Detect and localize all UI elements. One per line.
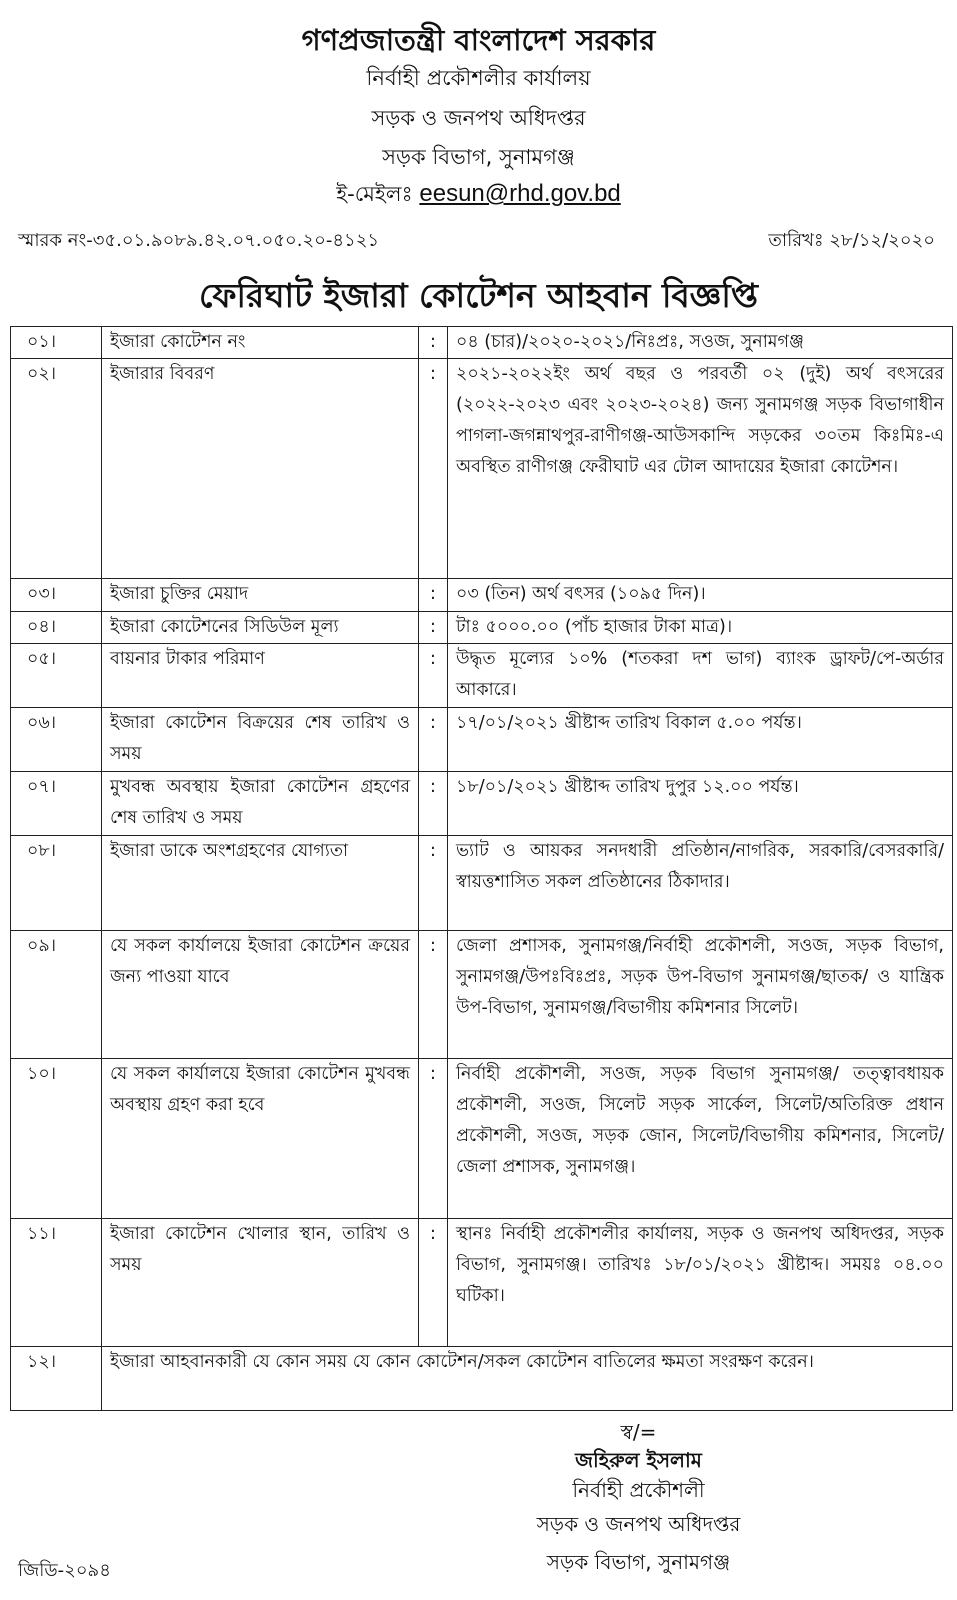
office-name: নির্বাহী প্রকৌশলীর কার্যালয় xyxy=(366,66,591,90)
signatory-name: জহিরুল ইসলাম xyxy=(575,1448,702,1472)
table-row xyxy=(11,1219,953,1347)
signatory-designation: নির্বাহী প্রকৌশলী xyxy=(572,1478,705,1502)
row-number: ১০। xyxy=(11,1059,102,1219)
row-number: ০১। xyxy=(11,327,102,359)
gd-number: জিডি-২০৯৪ xyxy=(18,1560,111,1581)
row-value: ১৮/০১/২০২১ খ্রীষ্টাব্দ তারিখ দুপুর ১২.০০ পর্যন্ত। xyxy=(448,772,953,836)
row-value: ভ্যাট ও আয়কর সনদধারী প্রতিষ্ঠান/নাগরিক, সরকারি/বেসরকারি/স্বায়ত্তশাসিত সকল প্রতিষ্ঠানের ঠিকাদার। xyxy=(448,836,953,931)
row-colon: : xyxy=(419,327,448,359)
email-label: ই-মেইলঃ xyxy=(336,182,413,206)
row-number: ০৭। xyxy=(11,772,102,836)
row-number: ০৯। xyxy=(11,931,102,1059)
row-number: ০৫। xyxy=(11,644,102,708)
row-number: ০২। xyxy=(11,359,102,579)
row-label: মুখবন্ধ অবস্থায় ইজারা কোটেশন গ্রহণের শেষ তারিখ ও সময় xyxy=(102,772,419,836)
row-colon: : xyxy=(419,708,448,772)
row-value: ০৪ (চার)/২০২০-২০২১/নিঃপ্রঃ, সওজ, সুনামগঞ্জ xyxy=(448,327,953,359)
row-label: ইজারা ডাকে অংশগ্রহণের যোগ্যতা xyxy=(102,836,419,931)
row-colon: : xyxy=(419,359,448,579)
table-row xyxy=(11,931,953,1059)
row-span-text: ইজারা আহবানকারী যে কোন সময় যে কোন কোটেশন/সকল কোটেশন বাতিলের ক্ষমতা সংরক্ষণ করেন। xyxy=(102,1347,953,1411)
row-label: ইজারা চুক্তির মেয়াদ xyxy=(102,579,419,612)
row-label: যে সকল কার্যালয়ে ইজারা কোটেশন মুখবন্ধ অবস্থায় গ্রহণ করা হবে xyxy=(102,1059,419,1219)
table-row xyxy=(11,579,953,612)
row-colon: : xyxy=(419,836,448,931)
row-value: ১৭/০১/২০২১ খ্রীষ্টাব্দ তারিখ বিকাল ৫.০০ পর্যন্ত। xyxy=(448,708,953,772)
table-row xyxy=(11,1347,953,1411)
signatory-department: সড়ক ও জনপথ অধিদপ্তর xyxy=(536,1512,741,1536)
row-colon: : xyxy=(419,1059,448,1219)
row-label: ইজারা কোটেশন খোলার স্থান, তারিখ ও সময় xyxy=(102,1219,419,1347)
row-label: ইজারার বিবরণ xyxy=(102,359,419,579)
row-colon: : xyxy=(419,772,448,836)
row-value: স্থানঃ নির্বাহী প্রকৌশলীর কার্যালয়, সড়ক ও জনপথ অধিদপ্তর, সড়ক বিভাগ, সুনামগঞ্জ। তারিখঃ ১৮/০১/২০২১ খ্রীষ্টাব্দ। সময়ঃ ০৪.০০ ঘটিকা। xyxy=(448,1219,953,1347)
row-value: জেলা প্রশাসক, সুনামগঞ্জ/নির্বাহী প্রকৌশলী, সওজ, সড়ক বিভাগ, সুনামগঞ্জ/উপঃবিঃপ্রঃ, সড়ক উপ-বিভাগ সুনামগঞ্জ/ছাতক/ ও যান্ত্রিক উপ-বিভাগ, সুনামগঞ্জ/বিভাগীয় কমিশনার সিলেট। xyxy=(448,931,953,1059)
table-row xyxy=(11,708,953,772)
table-row xyxy=(11,772,953,836)
row-value: উদ্ধৃত মূল্যের ১০% (শতকরা দশ ভাগ) ব্যাংক ড্রাফট/পে-অর্ডার আকারে। xyxy=(448,644,953,708)
email-link[interactable]: eesun@rhd.gov.bd xyxy=(419,180,621,207)
row-value: ০৩ (তিন) অর্থ বৎসর (১০৯৫ দিন)। xyxy=(448,579,953,612)
row-label: যে সকল কার্যালয়ে ইজারা কোটেশন ক্রয়ের জন্য পাওয়া যাবে xyxy=(102,931,419,1059)
row-label: বায়নার টাকার পরিমাণ xyxy=(102,644,419,708)
row-value: নির্বাহী প্রকৌশলী, সওজ, সড়ক বিভাগ সুনামগঞ্জ/ তত্ত্বাবধায়ক প্রকৌশলী, সওজ, সিলেট সড়ক সার্কেল, সিলেট/অতিরিক্ত প্রধান প্রকৌশলী, সওজ, সড়ক জোন, সিলেট/বিভাগীয় কমিশনার, সিলেট/জেলা প্রশাসক, সুনামগঞ্জ। xyxy=(448,1059,953,1219)
row-value: ২০২১-২০২২ইং অর্থ বছর ও পরবর্তী ০২ (দুই) অর্থ বৎসরের (২০২২-২০২৩ এবং ২০২৩-২০২৪) জন্য সুনামগঞ্জ সড়ক বিভাগাধীন পাগলা-জগন্নাথপুর-রাণীগঞ্জ-আউসকান্দি সড়কের ৩০তম কিঃমিঃ-এ অবস্থিত রাণীগঞ্জ ফেরীঘাট এর টোল আদায়ের ইজারা কোটেশন। xyxy=(448,359,953,579)
notice-title: ফেরিঘাট ইজারা কোটেশন আহবান বিজ্ঞপ্তি xyxy=(199,276,758,315)
notice-date: তারিখঃ ২৮/১২/২০২০ xyxy=(768,230,935,251)
row-label: ইজারা কোটেশন বিক্রয়ের শেষ তারিখ ও সময় xyxy=(102,708,419,772)
row-number: ১১। xyxy=(11,1219,102,1347)
row-number: ০৩। xyxy=(11,579,102,612)
email-line xyxy=(0,178,957,213)
row-number: ০৮। xyxy=(11,836,102,931)
row-number: ১২। xyxy=(11,1347,102,1411)
signatory-division: সড়ক বিভাগ, সুনামগঞ্জ xyxy=(546,1550,731,1574)
row-label: ইজারা কোটেশনের সিডিউল মূল্য xyxy=(102,612,419,644)
row-value: টাঃ ৫০০০.০০ (পাঁচ হাজার টাকা মাত্র)। xyxy=(448,612,953,644)
signature-sd: স্ব/= xyxy=(620,1420,657,1444)
row-colon: : xyxy=(419,931,448,1059)
row-colon: : xyxy=(419,1219,448,1347)
memo-number: স্মারক নং-৩৫.০১.৯০৮৯.৪২.০৭.০৫০.২০-৪১২১ xyxy=(18,230,380,251)
table-row xyxy=(11,612,953,644)
division-name: সড়ক বিভাগ, সুনামগঞ্জ xyxy=(382,145,575,169)
row-number: ০৬। xyxy=(11,708,102,772)
notice-table xyxy=(10,326,953,1411)
table-row xyxy=(11,359,953,579)
row-label: ইজারা কোটেশন নং xyxy=(102,327,419,359)
department-name: সড়ক ও জনপথ অধিদপ্তর xyxy=(371,106,586,130)
row-colon: : xyxy=(419,612,448,644)
row-number: ০৪। xyxy=(11,612,102,644)
government-title: গণপ্রজাতন্ত্রী বাংলাদেশ সরকার xyxy=(301,23,656,57)
table-row xyxy=(11,327,953,359)
row-colon: : xyxy=(419,644,448,708)
row-colon: : xyxy=(419,579,448,612)
table-row xyxy=(11,644,953,708)
table-row xyxy=(11,1059,953,1219)
table-row xyxy=(11,836,953,931)
